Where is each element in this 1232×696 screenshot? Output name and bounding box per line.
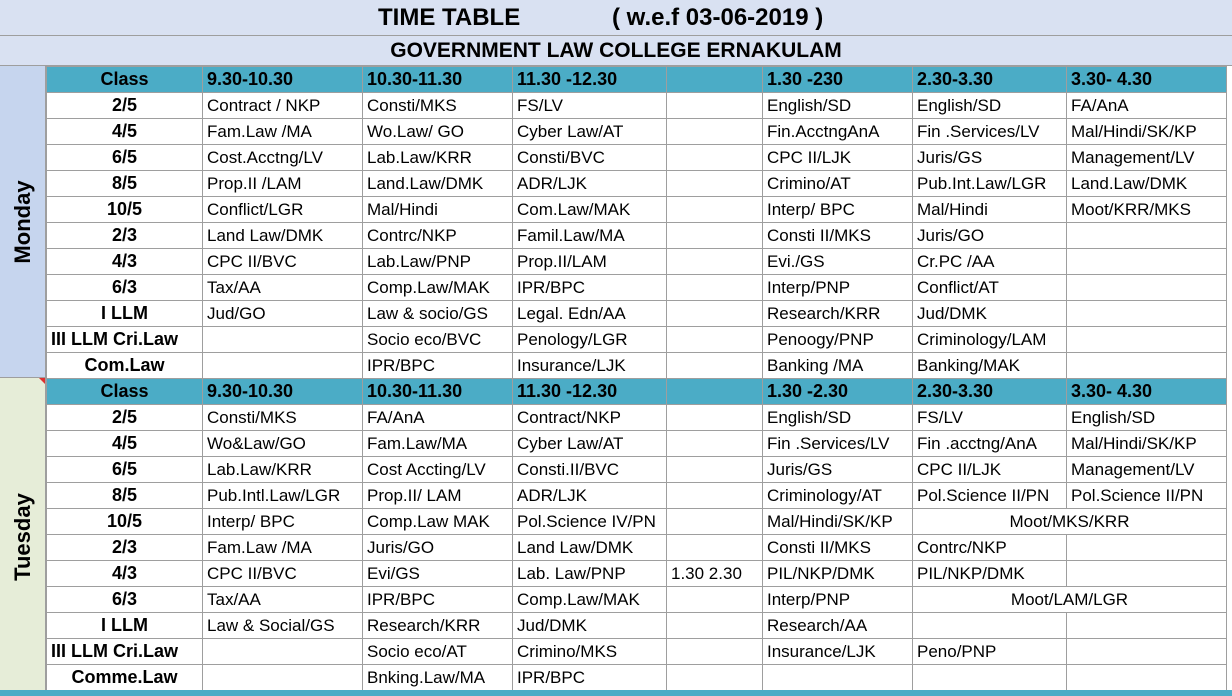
period-cell: Prop.II /LAM [203, 171, 363, 197]
class-cell: I LLM [47, 613, 203, 639]
period-cell: FS/LV [913, 405, 1067, 431]
period-cell [667, 275, 763, 301]
period-cell: Research/KRR [763, 301, 913, 327]
period-cell: Contract/NKP [513, 405, 667, 431]
class-cell: 2/5 [47, 93, 203, 119]
table-row [47, 561, 1227, 587]
period-cell: FS/LV [513, 93, 667, 119]
class-cell: III LLM Cri.Law [47, 327, 203, 353]
period-cell: Land.Law/DMK [1067, 171, 1227, 197]
period-cell [667, 301, 763, 327]
period-cell: Moot/KRR/MKS [1067, 197, 1227, 223]
period-cell: 1.30 2.30 [667, 561, 763, 587]
period-cell: CPC II/BVC [203, 561, 363, 587]
class-cell: Comme.Law [47, 665, 203, 691]
period-cell [1067, 639, 1227, 665]
period-cell: IPR/BPC [513, 665, 667, 691]
table-row [47, 483, 1227, 509]
page-title: TIME TABLE [378, 4, 521, 31]
period-cell [667, 119, 763, 145]
period-cell [667, 535, 763, 561]
header-cell: 10.30-11.30 [363, 67, 513, 93]
period-cell: Bnking.Law/MA [363, 665, 513, 691]
table-row [47, 665, 1227, 691]
period-cell: Cost.Acctng/LV [203, 145, 363, 171]
period-cell [913, 613, 1067, 639]
period-cell [667, 613, 763, 639]
period-cell: Land Law/DMK [513, 535, 667, 561]
period-cell: Moot/LAM/LGR [913, 587, 1227, 613]
effective-date: ( w.e.f 03-06-2019 ) [612, 4, 824, 31]
header-cell: 3.30- 4.30 [1067, 67, 1227, 93]
period-cell: Prop.II/LAM [513, 249, 667, 275]
period-cell [667, 483, 763, 509]
period-cell: Management/LV [1067, 145, 1227, 171]
period-cell: Tax/AA [203, 587, 363, 613]
period-cell: Consti/MKS [363, 93, 513, 119]
period-cell [1067, 327, 1227, 353]
header-cell: 1.30 -2.30 [763, 379, 913, 405]
period-cell: Insurance/LJK [513, 353, 667, 379]
table-row [47, 457, 1227, 483]
period-cell: Comp.Law MAK [363, 509, 513, 535]
period-cell: Mal/Hindi/SK/KP [1067, 431, 1227, 457]
period-cell: Mal/Hindi [913, 197, 1067, 223]
period-cell: Crimino/MKS [513, 639, 667, 665]
period-cell: PIL/NKP/DMK [763, 561, 913, 587]
header-row [47, 379, 1227, 405]
class-cell: 4/5 [47, 119, 203, 145]
period-cell: Lab.Law/KRR [203, 457, 363, 483]
header-cell: 2.30-3.30 [913, 67, 1067, 93]
period-cell [667, 197, 763, 223]
period-cell: Jud/DMK [513, 613, 667, 639]
period-cell: Famil.Law/MA [513, 223, 667, 249]
day-name: Monday [9, 179, 35, 264]
period-cell [203, 353, 363, 379]
period-cell: Socio eco/AT [363, 639, 513, 665]
header-cell: 9.30-10.30 [203, 67, 363, 93]
period-cell: CPC II/LJK [913, 457, 1067, 483]
period-cell: Prop.II/ LAM [363, 483, 513, 509]
period-cell: Management/LV [1067, 457, 1227, 483]
period-cell: Penology/LGR [513, 327, 667, 353]
header-cell [667, 379, 763, 405]
class-cell: I LLM [47, 301, 203, 327]
table-row [47, 535, 1227, 561]
period-cell: Pol.Science II/PN [913, 483, 1067, 509]
table-row [47, 171, 1227, 197]
period-cell [667, 327, 763, 353]
class-cell: 6/5 [47, 145, 203, 171]
period-cell: Interp/ BPC [763, 197, 913, 223]
period-cell: Pol.Science IV/PN [513, 509, 667, 535]
class-cell: 10/5 [47, 197, 203, 223]
period-cell [667, 457, 763, 483]
period-cell: CPC II/BVC [203, 249, 363, 275]
header-cell: 3.30- 4.30 [1067, 379, 1227, 405]
table-row [47, 639, 1227, 665]
period-cell: Law & Social/GS [203, 613, 363, 639]
tuesday-timetable [46, 378, 1227, 691]
period-cell: Evi/GS [363, 561, 513, 587]
header-cell: 11.30 -12.30 [513, 379, 667, 405]
table-row [47, 431, 1227, 457]
period-cell [667, 249, 763, 275]
monday-timetable [46, 66, 1227, 379]
period-cell: Lab.Law/KRR [363, 145, 513, 171]
comment-indicator [39, 378, 45, 384]
period-cell: ADR/LJK [513, 171, 667, 197]
table-row [47, 275, 1227, 301]
period-cell: ADR/LJK [513, 483, 667, 509]
period-cell: Lab. Law/PNP [513, 561, 667, 587]
period-cell [667, 353, 763, 379]
period-cell [667, 639, 763, 665]
table-row [47, 353, 1227, 379]
period-cell: Fam.Law/MA [363, 431, 513, 457]
class-cell: 10/5 [47, 509, 203, 535]
period-cell: Fam.Law /MA [203, 535, 363, 561]
period-cell [203, 639, 363, 665]
next-section-header-strip [0, 690, 1232, 696]
table-row [47, 327, 1227, 353]
period-cell [1067, 613, 1227, 639]
class-cell: III LLM Cri.Law [47, 639, 203, 665]
period-cell [667, 171, 763, 197]
period-cell: PIL/NKP/DMK [913, 561, 1067, 587]
period-cell [1067, 275, 1227, 301]
period-cell: Land.Law/DMK [363, 171, 513, 197]
period-cell [667, 405, 763, 431]
period-cell [763, 665, 913, 691]
period-cell [1067, 223, 1227, 249]
period-cell: Cr.PC /AA [913, 249, 1067, 275]
period-cell: Pub.Int.Law/LGR [913, 171, 1067, 197]
period-cell: Research/AA [763, 613, 913, 639]
table-row [47, 509, 1227, 535]
period-cell: Com.Law/MAK [513, 197, 667, 223]
class-cell: 2/5 [47, 405, 203, 431]
period-cell: Mal/Hindi/SK/KP [1067, 119, 1227, 145]
class-cell: 6/3 [47, 275, 203, 301]
period-cell: Consti/MKS [203, 405, 363, 431]
class-cell: 8/5 [47, 171, 203, 197]
period-cell: IPR/BPC [513, 275, 667, 301]
period-cell: Fam.Law /MA [203, 119, 363, 145]
period-cell: CPC II/LJK [763, 145, 913, 171]
period-cell: Mal/Hindi/SK/KP [763, 509, 913, 535]
header-cell: 9.30-10.30 [203, 379, 363, 405]
period-cell: Conflict/AT [913, 275, 1067, 301]
period-cell [203, 665, 363, 691]
title-bar [0, 0, 1232, 36]
table-row [47, 249, 1227, 275]
period-cell: Consti.II/BVC [513, 457, 667, 483]
table-row [47, 301, 1227, 327]
period-cell: Fin .acctng/AnA [913, 431, 1067, 457]
class-cell: 6/5 [47, 457, 203, 483]
day-label-tuesday [0, 378, 46, 696]
header-cell: 11.30 -12.30 [513, 67, 667, 93]
period-cell: Consti/BVC [513, 145, 667, 171]
period-cell [1067, 535, 1227, 561]
table-row [47, 405, 1227, 431]
class-cell: 2/3 [47, 535, 203, 561]
period-cell: English/SD [763, 405, 913, 431]
period-cell: Insurance/LJK [763, 639, 913, 665]
table-row [47, 145, 1227, 171]
period-cell: Cost Accting/LV [363, 457, 513, 483]
class-cell: 2/3 [47, 223, 203, 249]
period-cell: Juris/GS [913, 145, 1067, 171]
period-cell: Consti II/MKS [763, 223, 913, 249]
period-cell [667, 93, 763, 119]
period-cell: Fin.AcctngAnA [763, 119, 913, 145]
period-cell: Law & socio/GS [363, 301, 513, 327]
period-cell [1067, 301, 1227, 327]
class-cell: 4/3 [47, 561, 203, 587]
header-cell: 10.30-11.30 [363, 379, 513, 405]
period-cell: Banking/MAK [913, 353, 1067, 379]
period-cell [1067, 249, 1227, 275]
period-cell: Criminology/LAM [913, 327, 1067, 353]
period-cell: Criminology/AT [763, 483, 913, 509]
period-cell: Fin .Services/LV [763, 431, 913, 457]
period-cell: Contract / NKP [203, 93, 363, 119]
period-cell [913, 665, 1067, 691]
period-cell: IPR/BPC [363, 587, 513, 613]
period-cell [1067, 665, 1227, 691]
period-cell: English/SD [913, 93, 1067, 119]
table-row [47, 197, 1227, 223]
period-cell [667, 665, 763, 691]
period-cell: Penoogy/PNP [763, 327, 913, 353]
period-cell [667, 587, 763, 613]
period-cell: Contrc/NKP [363, 223, 513, 249]
header-row [47, 67, 1227, 93]
class-cell: 4/5 [47, 431, 203, 457]
header-cell: 2.30-3.30 [913, 379, 1067, 405]
period-cell: Pol.Science II/PN [1067, 483, 1227, 509]
class-cell: 4/3 [47, 249, 203, 275]
period-cell [667, 509, 763, 535]
period-cell: Evi./GS [763, 249, 913, 275]
period-cell: Banking /MA [763, 353, 913, 379]
header-cell: Class [47, 379, 203, 405]
period-cell: Juris/GO [363, 535, 513, 561]
header-cell: Class [47, 67, 203, 93]
period-cell [667, 223, 763, 249]
period-cell: Pub.Intl.Law/LGR [203, 483, 363, 509]
period-cell: Mal/Hindi [363, 197, 513, 223]
period-cell [1067, 561, 1227, 587]
period-cell: Interp/PNP [763, 587, 913, 613]
table-row [47, 119, 1227, 145]
header-cell: 1.30 -230 [763, 67, 913, 93]
college-name: GOVERNMENT LAW COLLEGE ERNAKULAM [0, 36, 1232, 66]
period-cell: Comp.Law/MAK [363, 275, 513, 301]
day-label-monday [0, 66, 46, 378]
period-cell [667, 145, 763, 171]
table-row [47, 93, 1227, 119]
period-cell: Socio eco/BVC [363, 327, 513, 353]
class-cell: Com.Law [47, 353, 203, 379]
period-cell: Research/KRR [363, 613, 513, 639]
period-cell: Comp.Law/MAK [513, 587, 667, 613]
period-cell: Consti II/MKS [763, 535, 913, 561]
table-row [47, 223, 1227, 249]
class-cell: 6/3 [47, 587, 203, 613]
period-cell: Fin .Services/LV [913, 119, 1067, 145]
period-cell: Jud/GO [203, 301, 363, 327]
period-cell: Juris/GO [913, 223, 1067, 249]
header-cell [667, 67, 763, 93]
period-cell: Legal. Edn/AA [513, 301, 667, 327]
period-cell [667, 431, 763, 457]
day-name: Tuesday [9, 492, 35, 581]
period-cell: Cyber Law/AT [513, 431, 667, 457]
period-cell: English/SD [1067, 405, 1227, 431]
period-cell: Peno/PNP [913, 639, 1067, 665]
period-cell: Conflict/LGR [203, 197, 363, 223]
period-cell: FA/AnA [363, 405, 513, 431]
period-cell [1067, 353, 1227, 379]
period-cell: Wo.Law/ GO [363, 119, 513, 145]
period-cell: Lab.Law/PNP [363, 249, 513, 275]
class-cell: 8/5 [47, 483, 203, 509]
period-cell: Moot/MKS/KRR [913, 509, 1227, 535]
table-row [47, 613, 1227, 639]
period-cell: Interp/ BPC [203, 509, 363, 535]
period-cell: Interp/PNP [763, 275, 913, 301]
period-cell [203, 327, 363, 353]
period-cell: FA/AnA [1067, 93, 1227, 119]
period-cell: English/SD [763, 93, 913, 119]
period-cell: Land Law/DMK [203, 223, 363, 249]
period-cell: IPR/BPC [363, 353, 513, 379]
period-cell: Juris/GS [763, 457, 913, 483]
period-cell: Jud/DMK [913, 301, 1067, 327]
period-cell: Contrc/NKP [913, 535, 1067, 561]
period-cell: Cyber Law/AT [513, 119, 667, 145]
period-cell: Tax/AA [203, 275, 363, 301]
period-cell: Wo&Law/GO [203, 431, 363, 457]
period-cell: Crimino/AT [763, 171, 913, 197]
table-row [47, 587, 1227, 613]
